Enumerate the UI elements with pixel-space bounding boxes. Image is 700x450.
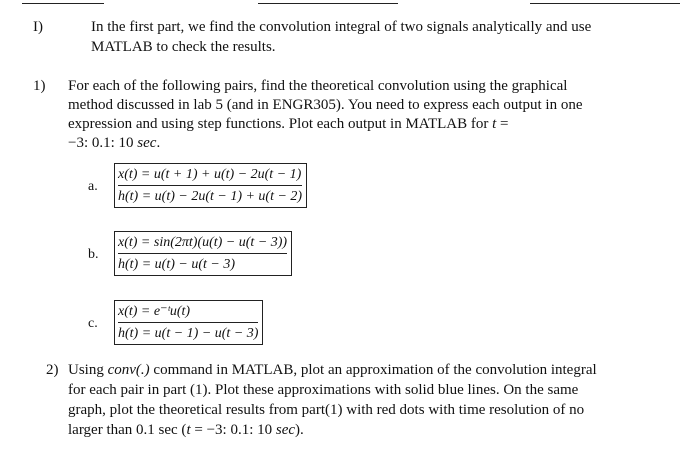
pair-c-x-equation: x(t) = e⁻ᵗu(t) (118, 301, 258, 323)
pair-b-label: b. (88, 247, 99, 262)
q2-time-unit: sec (272, 422, 296, 438)
q2-line-3: graph, plot the theoretical results from part(1) with red dots with time resolution of no (68, 402, 585, 418)
top-rule-left (22, 3, 104, 4)
q1-time-range: −3: 0.1: 10 (68, 135, 134, 151)
pair-b-equation-box (114, 231, 292, 276)
pair-a-h-equation: h(t) = u(t) − 2u(t − 1) + u(t − 2) (118, 189, 303, 204)
q2-conv-command: conv(.) (107, 362, 150, 378)
q2-line-1 (68, 361, 597, 380)
q1-line-2: method discussed in lab 5 (and in ENGR305). You need to express each output in one (68, 97, 583, 113)
pair-b-h-equation: h(t) = u(t) − u(t − 3) (118, 257, 235, 272)
q2-line-1-post: command in MATLAB, plot an approximation of the convolution integral (153, 362, 597, 378)
q2-line-4-end: ). (295, 422, 304, 438)
pair-a-label: a. (88, 179, 98, 194)
pair-c-h-equation: h(t) = u(t − 1) − u(t − 3) (118, 326, 259, 341)
q1-line-4 (68, 134, 160, 153)
top-rule-middle (258, 3, 398, 4)
part-intro-line-2: MATLAB to check the results. (91, 39, 276, 55)
pair-c-equation-box (114, 300, 263, 345)
q1-line-3 (68, 115, 509, 134)
q1-equals: = (496, 116, 509, 132)
part-intro-line-1: In the first part, we find the convolution integral of two signals analytically and use (91, 19, 592, 35)
top-rule-right (530, 3, 680, 4)
q1-period: . (156, 135, 161, 151)
pair-c-label: c. (88, 316, 98, 331)
pair-a-equation-box (114, 163, 307, 208)
q2-time-range: = −3: 0.1: 10 (190, 422, 273, 438)
q1-number: 1) (33, 78, 46, 94)
q1-time-unit: sec (137, 135, 157, 151)
q2-line-1-pre: Using (68, 362, 104, 378)
q1-line-3-text: expression and using step functions. Plot each output in MATLAB for (68, 116, 489, 132)
pair-a-x-equation: x(t) = u(t + 1) + u(t) − 2u(t − 1) (118, 164, 302, 186)
q1-line-1: For each of the following pairs, find the theoretical convolution using the graphical (68, 78, 568, 94)
q1-time-variable: t (492, 116, 497, 132)
pair-b-x-equation: x(t) = sin(2πt)(u(t) − u(t − 3)) (118, 232, 287, 254)
q2-time-variable: t (186, 422, 191, 438)
q2-number: 2) (46, 362, 59, 378)
q2-line-4 (68, 421, 304, 440)
q2-line-2: for each pair in part (1). Plot these approximations with solid blue lines. On the same (68, 382, 579, 398)
q2-line-4-pre: larger than 0.1 sec ( (68, 422, 187, 438)
part-number: I) (33, 19, 43, 35)
